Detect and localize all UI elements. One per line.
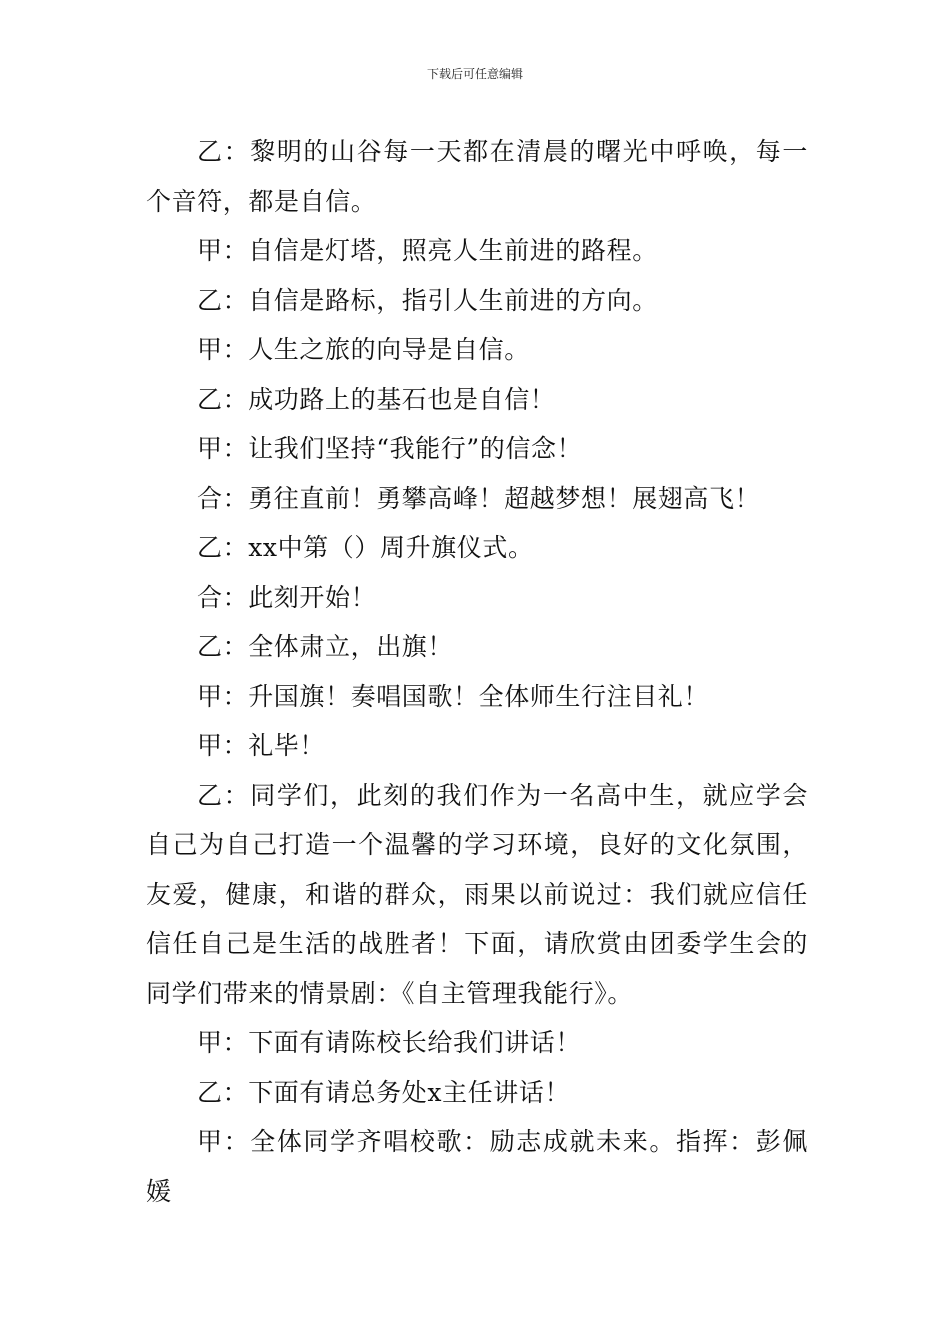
paragraph: 乙：下面有请总务处x主任讲话！ bbox=[197, 1077, 571, 1107]
paragraph: 乙：成功路上的基石也是自信！ bbox=[197, 384, 556, 414]
paragraph: 甲：下面有请陈校长给我们讲话！ bbox=[197, 1028, 582, 1057]
paragraph: 乙：同学们，此刻的我们作为一名高中生，就应学会自己为自己打造一个温馨的学习环境，良好的文化氛围，友爱，健康，和谐的群众，雨果以前说过：我们就应信任信任自己是生活的战胜者！下面，请欣赏由团委学生会的同学们带来的情景剧：《自主管理我能行》。 bbox=[146, 780, 808, 1008]
paragraph: 乙：xx中第（）周升旗仪式。 bbox=[197, 533, 534, 562]
paragraph: 甲：升国旗！奏唱国歌！全体师生行注目礼！ bbox=[197, 681, 710, 711]
paragraph: 甲：让我们坚持“我能行”的信念！ bbox=[197, 434, 583, 463]
paragraph: 甲：全体同学齐唱校歌：励志成就未来。指挥：彭佩媛 bbox=[146, 1127, 808, 1206]
paragraph: 合：勇往直前！勇攀高峰！超越梦想！展翅高飞！ bbox=[197, 483, 761, 513]
paragraph: 甲：人生之旅的向导是自信。 bbox=[197, 335, 530, 364]
page-header-note: 下载后可任意编辑 bbox=[426, 67, 523, 81]
document-body bbox=[146, 127, 808, 1216]
paragraph: 乙：黎明的山谷每一天都在清晨的曙光中呼唤，每一个音符，都是自信。 bbox=[146, 137, 808, 216]
paragraph: 甲：自信是灯塔，照亮人生前进的路程。 bbox=[197, 236, 658, 265]
paragraph: 甲：礼毕！ bbox=[197, 731, 326, 760]
paragraph: 乙：自信是路标，指引人生前进的方向。 bbox=[197, 285, 658, 315]
paragraph: 乙：全体肃立，出旗！ bbox=[197, 632, 454, 661]
paragraph: 合：此刻开始！ bbox=[197, 582, 377, 612]
